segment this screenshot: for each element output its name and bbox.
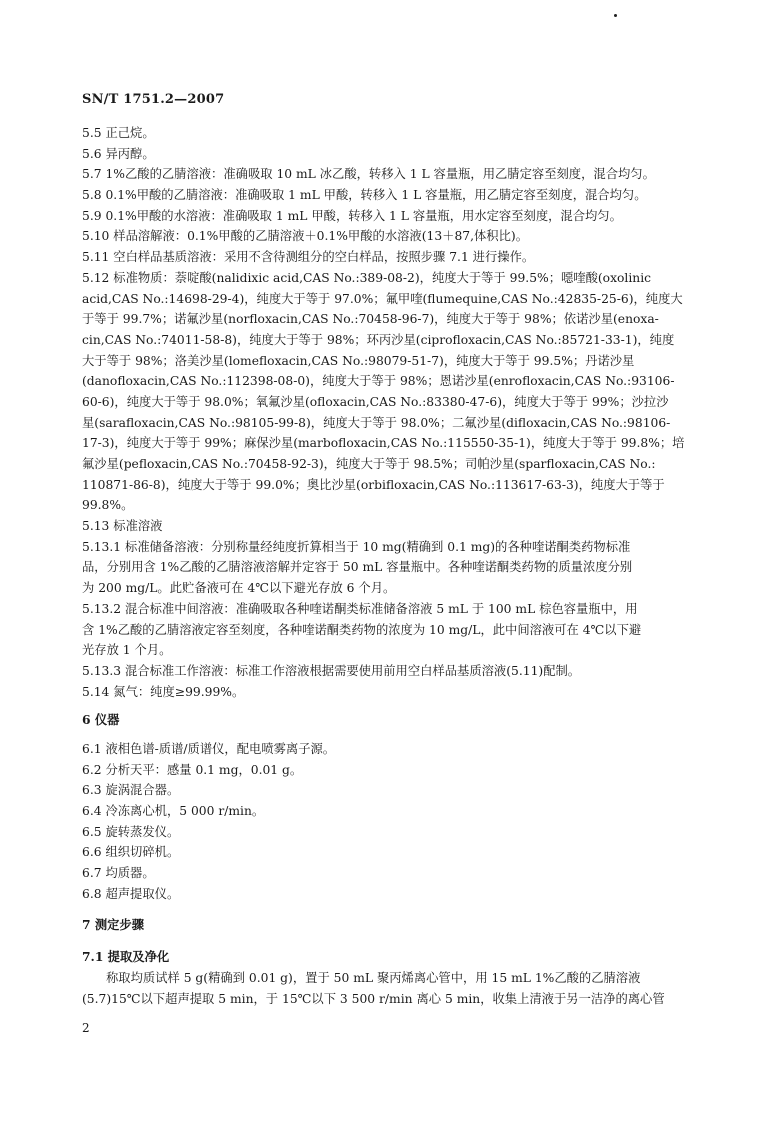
- item-5-12-line: 99.8%。: [82, 498, 134, 513]
- item-5-13-2-line: 含 1%乙酸的乙腈溶液定容至刻度，各种喹诺酮类药物的浓度为 10 mg/L，此中间溶液可在 4℃以下避: [82, 622, 642, 637]
- standard-code-header: SN/T 1751.2—2007: [82, 92, 225, 107]
- item-6-7: 6.7 均质器。: [82, 866, 155, 881]
- item-6-5: 6.5 旋转蒸发仪。: [82, 824, 180, 839]
- item-6-1: 6.1 液相色谱-质谱/质谱仪，配电喷雾离子源。: [82, 741, 336, 756]
- scan-speck: [614, 14, 617, 17]
- item-5-12-line: 于等于 99.7%；诺氟沙星(norfloxacin,CAS No.:70458-96-7)，纯度大于等于 98%；依诺沙星(enoxa-: [82, 312, 659, 327]
- item-7-1-paragraph-line: (5.7)15℃以下超声提取 5 min，于 15℃以下 3 500 r/min 离心 5 min，收集上清液于另一洁净的离心管: [82, 991, 665, 1006]
- item-5-12-line: 星(sarafloxacin,CAS No.:98105-99-8)，纯度大于等于 98.0%；二氟沙星(difloxacin,CAS No.:98106-: [82, 415, 671, 430]
- item-7-1-heading: 7.1 提取及净化: [82, 949, 170, 965]
- item-5-14: 5.14 氮气：纯度≥99.99%。: [82, 684, 245, 699]
- item-5-6: 5.6 异丙醇。: [82, 146, 155, 161]
- item-7-1-paragraph-line: 称取均质试样 5 g(精确到 0.01 g)，置于 50 mL 聚丙烯离心管中，用 15 mL 1%乙酸的乙腈溶液: [106, 970, 641, 985]
- item-5-13-3: 5.13.3 混合标准工作溶液：标准工作溶液根据需要使用前用空白样品基质溶液(5.11)配制。: [82, 663, 581, 678]
- document-body: [82, 123, 704, 1009]
- item-5-12-line: 5.12 标准物质：萘啶酸(nalidixic acid,CAS No.:389-08-2)，纯度大于等于 99.5%；噁喹酸(oxolinic: [82, 270, 652, 285]
- item-5-8: 5.8 0.1%甲酸的乙腈溶液：准确吸取 1 mL 甲酸，转移入 1 L 容量瓶，用乙腈定容至刻度，混合均匀。: [82, 188, 647, 203]
- item-5-12-line: 大于等于 98%；洛美沙星(lomefloxacin,CAS No.:98079-51-7)，纯度大于等于 99.5%；丹诺沙星: [82, 353, 635, 368]
- item-5-11: 5.11 空白样品基质溶液：采用不含待测组分的空白样品，按照步骤 7.1 进行操作。: [82, 250, 535, 265]
- page-number: 2: [82, 1021, 90, 1035]
- item-5-12-line: (danofloxacin,CAS No.:112398-08-0)，纯度大于等于 98%；恩诺沙星(enrofloxacin,CAS No.:93106-: [82, 374, 675, 389]
- section-7-heading: 7 测定步骤: [82, 917, 145, 933]
- item-5-12-line: 110871-86-8)，纯度大于等于 99.0%；奥比沙星(orbifloxacin,CAS No.:113617-63-3)，纯度大于等于: [82, 477, 665, 492]
- item-5-13-2-line: 5.13.2 混合标准中间溶液：准确吸取各种喹诺酮类标准储备溶液 5 mL 于 100 mL 棕色容量瓶中，用: [82, 601, 638, 616]
- item-5-12-line: 60-6)，纯度大于等于 98.0%；氧氟沙星(ofloxacin,CAS No.:83380-47-6)，纯度大于等于 99%；沙拉沙: [82, 394, 669, 409]
- item-5-12-line: acid,CAS No.:14698-29-4)，纯度大于等于 97.0%；氟甲喹(flumequine,CAS No.:42835-25-6)，纯度大: [82, 291, 683, 306]
- item-5-13-1-line: 品，分别用含 1%乙酸的乙腈溶液溶解并定容于 50 mL 容量瓶中。各种喹诺酮类药物的质量浓度分别: [82, 560, 633, 575]
- item-5-12-line: cin,CAS No.:74011-58-8)，纯度大于等于 98%；环丙沙星(ciprofloxacin,CAS No.:85721-33-1)，纯度: [82, 332, 675, 347]
- item-6-6: 6.6 组织切碎机。: [82, 845, 180, 860]
- item-5-12-line: 17-3)，纯度大于等于 99%；麻保沙星(marbofloxacin,CAS No.:115550-35-1)，纯度大于等于 99.8%；培: [82, 436, 685, 451]
- item-6-2: 6.2 分析天平：感量 0.1 mg，0.01 g。: [82, 762, 303, 777]
- item-5-7: 5.7 1%乙酸的乙腈溶液：准确吸取 10 mL 冰乙酸，转移入 1 L 容量瓶，用乙腈定容至刻度，混合均匀。: [82, 167, 655, 182]
- item-5-10: 5.10 样品溶解液：0.1%甲酸的乙腈溶液＋0.1%甲酸的水溶液(13＋87,体积比)。: [82, 229, 528, 244]
- item-5-12-line: 氟沙星(pefloxacin,CAS No.:70458-92-3)，纯度大于等于 98.5%；司帕沙星(sparfloxacin,CAS No.:: [82, 457, 656, 471]
- item-5-13-heading: 5.13 标准溶液: [82, 519, 163, 534]
- item-6-8: 6.8 超声提取仪。: [82, 886, 180, 901]
- item-5-5: 5.5 正己烷。: [82, 126, 155, 140]
- item-6-3: 6.3 旋涡混合器。: [82, 783, 180, 798]
- section-6-heading: 6 仪器: [82, 712, 120, 728]
- item-5-13-1-line: 5.13.1 标准储备溶液：分别称量经纯度折算相当于 10 mg(精确到 0.1 mg)的各种喹诺酮类药物标准: [82, 539, 631, 554]
- item-5-13-2-line: 光存放 1 个月。: [82, 643, 172, 658]
- item-6-4: 6.4 冷冻离心机，5 000 r/min。: [82, 804, 265, 818]
- item-5-13-1-line: 为 200 mg/L。此贮备液可在 4℃以下避光存放 6 个月。: [82, 581, 396, 596]
- item-5-9: 5.9 0.1%甲酸的水溶液：准确吸取 1 mL 甲酸，转移入 1 L 容量瓶，用水定容至刻度，混合均匀。: [82, 208, 622, 223]
